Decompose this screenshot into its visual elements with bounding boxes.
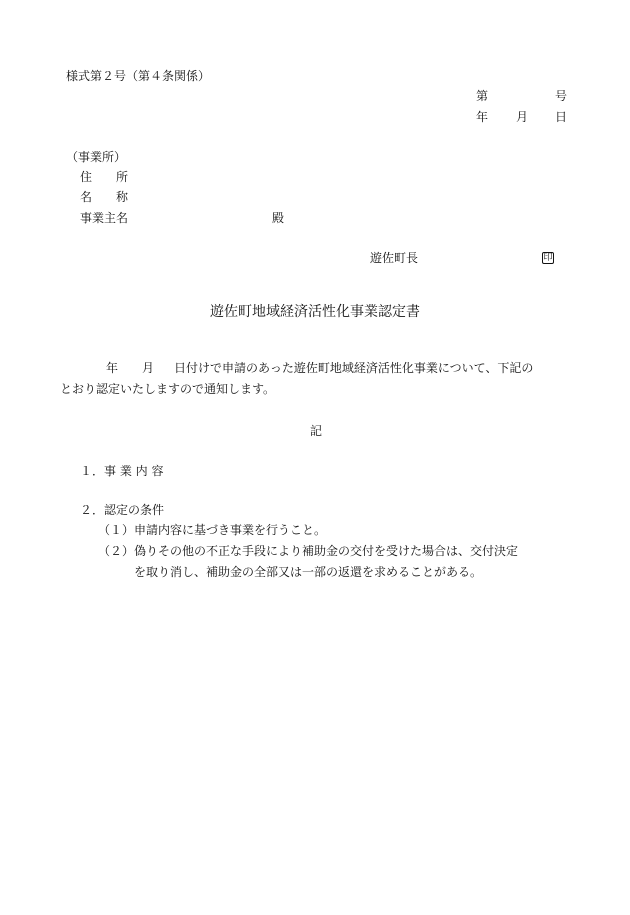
condition-2-text-line1: 偽りその他の不正な手段により補助金の交付を受けた場合は、交付決定 [134,544,519,558]
issuer-title: 遊佐町長 [370,251,419,265]
document-title: 遊佐町地域経済活性化事業認定書 [210,304,420,320]
date-month: 月 [516,110,529,124]
condition-1-number: （１） [98,523,135,537]
owner-label: 事業主名 [80,211,129,225]
body-year: 年 [106,361,119,375]
seal-icon: 印 [543,253,553,263]
body-month: 月 [142,361,155,375]
condition-2-number: （２） [98,544,135,558]
address-label: 住 所 [80,170,129,184]
recipient-heading: （事業所） [66,150,127,164]
condition-1-text: 申請内容に基づき事業を行うこと。 [134,523,327,537]
form-label: 様式第２号（第４条関係） [66,69,211,83]
date-day: 日 [555,110,568,124]
ki-label: 記 [310,424,323,438]
body-line1-text: 日付けで申請のあった遊佐町地域経済活性化事業について、下記の [174,361,534,375]
honorific: 殿 [272,211,285,225]
number-prefix: 第 [476,89,489,103]
body-line2: とおり認定いたしますので通知します。 [60,382,276,396]
name-label: 名 称 [80,190,129,204]
item-2: ２．認定の条件 [80,503,165,517]
date-year: 年 [476,110,489,124]
condition-2-text-line2: を取り消し、補助金の全部又は一部の返還を求めることがある。 [134,565,483,579]
number-suffix: 号 [555,89,568,103]
item-1: １．事 業 内 容 [80,464,164,478]
